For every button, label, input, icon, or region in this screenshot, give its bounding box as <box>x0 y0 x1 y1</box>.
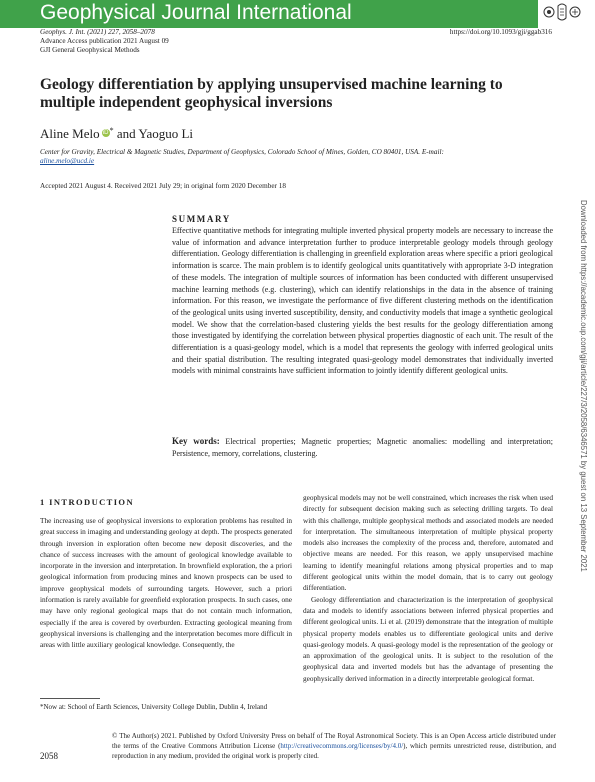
footnote-mark: * <box>109 126 114 135</box>
download-note: Downloaded from https://academic.oup.com/gji/article/227/3/2058/6346571 by guest on 13 September 2021 <box>579 200 588 572</box>
journal-banner <box>0 0 538 28</box>
introduction-left-column <box>40 515 292 651</box>
author-email-link[interactable]: aline.melo@ucd.ie <box>40 157 95 165</box>
footnote-divider <box>40 698 100 699</box>
intro-paragraph-3: Geology differentiation and characterization is the interpretation of geophysical data and models to identify associations between inferred physical properties and different geological units. Li et al. (2019) demonstrate that the integration of multiple physical property models enables us to differentiate geological units and derive quasi-geology models. A quasi-geology model is the representation of the geology or an approximation of the geological units. It is subject to the resolution of the geophysical data and inverted models but has the advantage of presenting the geophysically derived information in a directly interpretable geological format. <box>303 594 553 683</box>
author-name: Aline Melo <box>40 126 100 141</box>
license-text-end: ), which permits unrestricted reuse, distribution, and reproduction in any medium, provided the original work is properly cited. <box>112 742 556 760</box>
journal-citation: Geophys. J. Int. (2021) 227, 2058–2078 <box>40 28 155 36</box>
journal-title: Geophysical Journal International <box>40 1 352 24</box>
intro-paragraph-2: geophysical models may not be well constrained, which increases the risk when used directly for subsequent decision making such as selecting drilling targets. To deal with this challenge, multiple geophysical methods and associated models are needed for interpretation. The simultaneous interpretation of multiple physical property models also increases the complexity of the process and, therefore, automated and objective means are needed. For this reason, we apply unsupervised machine learning to identify meaningful relations among physical properties and to map different geological units within the model domain, that is to carry out geology differentiation. <box>303 493 553 593</box>
footnote: *Now at: School of Earth Sciences, University College Dublin, Dublin 4, Ireland <box>40 703 268 711</box>
ras-crest-icon <box>542 0 582 26</box>
license-notice <box>112 731 556 761</box>
page-number: 2058 <box>40 751 58 761</box>
introduction-right-column <box>303 492 553 684</box>
ras-crest-graphic <box>542 0 582 26</box>
doi-link[interactable]: https://doi.org/10.1093/gji/ggab316 <box>449 28 552 36</box>
orcid-icon[interactable]: iD <box>102 130 109 136</box>
section-line: GJI General Geophysical Methods <box>40 46 140 54</box>
affiliation <box>40 148 560 166</box>
license-link[interactable]: http://creativecommons.org/licenses/by/4.0/ <box>280 742 404 750</box>
advance-access-line: Advance Access publication 2021 August 09 <box>40 37 169 45</box>
article-dates: Accepted 2021 August 4. Received 2021 July 29; in original form 2020 December 18 <box>40 182 286 190</box>
license-text-start: © The Author(s) 2021. Published by Oxford University Press on behalf of The Royal Astronomical Society. This is an Open Access article distributed under the terms of the Creative Commons Attribution License ( <box>112 732 556 750</box>
affiliation-text: Center for Gravity, Electrical & Magnetic Studies, Department of Geophysics, Colorado School of Mines, Golden, CO 80401, USA. E-mail: <box>40 148 444 156</box>
summary-text: Effective quantitative methods for integrating multiple inverted physical property models are necessary to increase the value of information and advance interpretation further to produce interpretable geology models through geology differentiation. Geology differentiation is challenging in greenfield exploration areas where specific a priori geological information is scarce. The main problem is to identify geological units quantitatively with appropriate 3-D integration of these models. The integration of multiple sources of information has been conducted with different unsupervised machine learning methods (e.g. clustering), which can identify relationships in the data in the absence of training information. For this reason, we investigate the performance of five different clustering methods on the identification of the geological units using inverted susceptibility, density, and conductivity models that image a synthetic geological model. We show that the correlation-based clustering yields the best results for the geology differentiation among those investigated by identifying the correlation between physical properties diagnostic of each unit. The result of the differentiation is a quasi-geology model, which is a model that represents the geology with inferred geological units and their spatial distribution. The resulting integrated quasi-geology model demonstrates that individually inverted models with minimal constraints have sufficient information to jointly identify different geological units. <box>172 226 553 376</box>
author-line <box>40 126 193 142</box>
intro-paragraph-1: The increasing use of geophysical inversions to exploration problems has resulted in great success in imaging and understanding geology at depth. The prospects generated through inversion in exploration often become new deposit discoveries, and the chance of success increases with the amount of geological knowledge available to incorporate in the inversion and interpretation. In brownfield exploration, the a priori geological information from producing mines and known prospects can be used to improve geophysical models of surrounding targets. However, such a priori information is rarely available for greenfield exploration prospects. In such cases, one may have only regional geological maps that do not contain much information, especially if the area is covered by overburden. Extracting geological meaning from geophysical inversions is challenging and the interpretation becomes more difficult in areas with little auxiliary geological knowledge. Consequently, the <box>40 516 292 650</box>
keywords-text: Electrical properties; Magnetic properties; Magnetic anomalies: modelling and interpretation; Persistence, memory, correlations, clustering. <box>172 437 554 458</box>
author-coauthor: and Yaoguo Li <box>116 126 194 141</box>
summary-heading: SUMMARY <box>172 214 231 224</box>
introduction-heading: 1 INTRODUCTION <box>40 497 134 507</box>
citation-line <box>40 28 155 37</box>
paper-title: Geology differentiation by applying unsupervised machine learning to multiple independent geophysical inversions <box>40 76 503 111</box>
keywords-label: Key words: <box>172 436 220 446</box>
keywords-block <box>172 436 553 459</box>
